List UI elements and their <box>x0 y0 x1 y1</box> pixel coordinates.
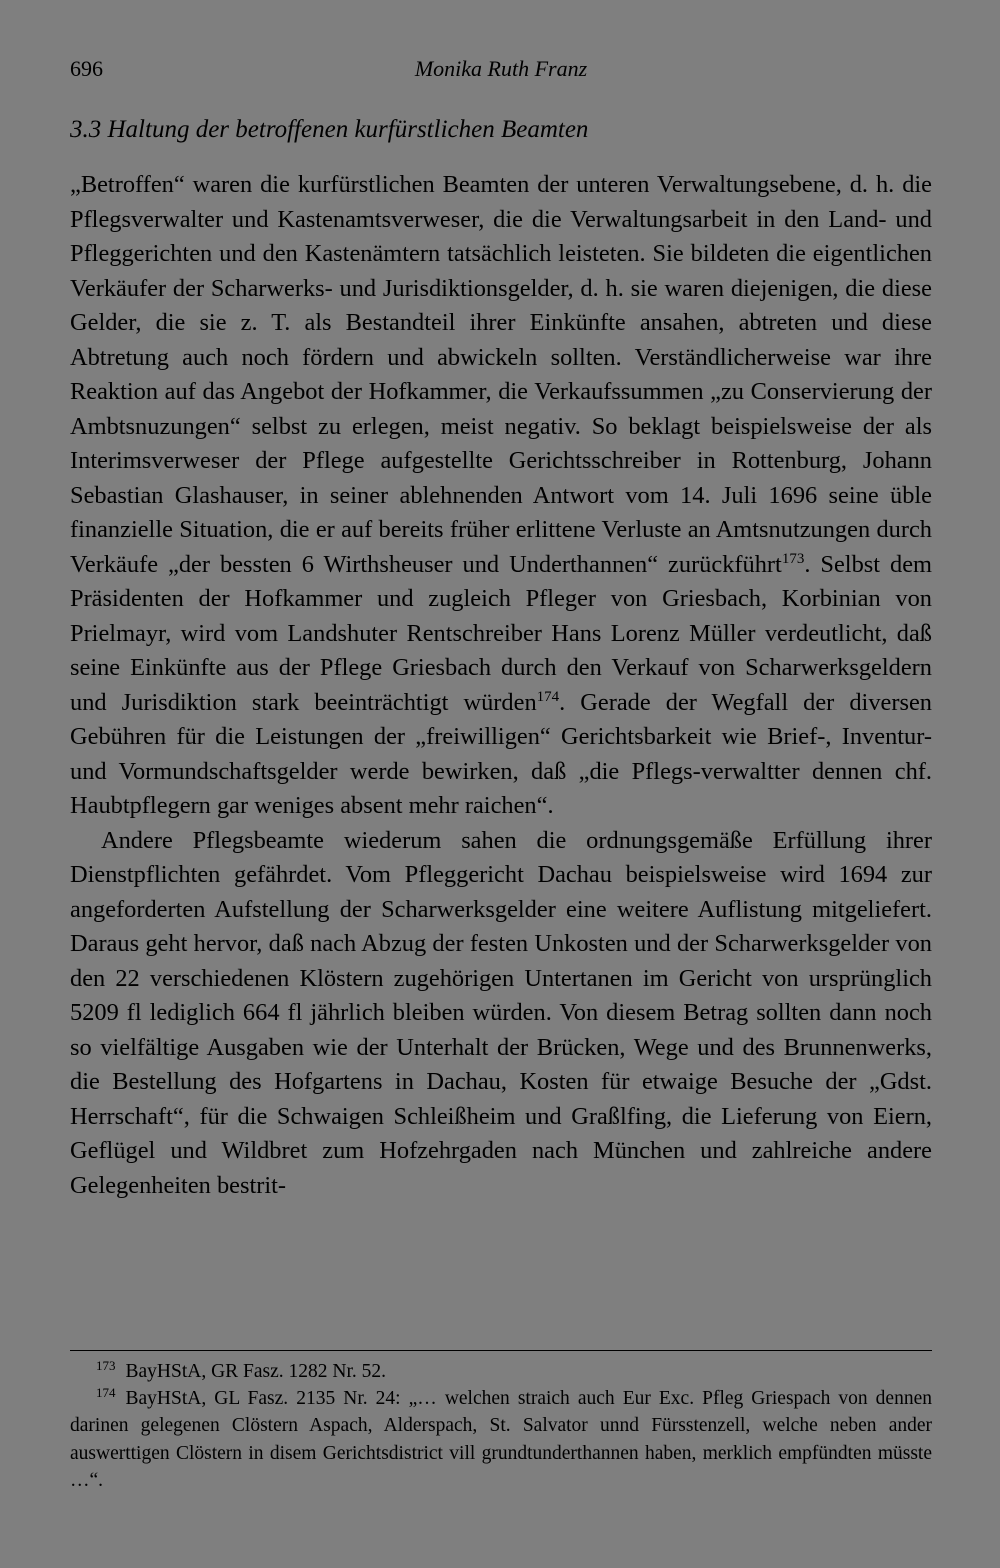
running-title: Monika Ruth Franz <box>414 56 588 81</box>
footnote-number: 173 <box>96 1358 116 1373</box>
paragraph-1-part-c: . Gerade der Wegfall der diversen Gebühren für die Leistungen der „freiwilligen“ Gerichtsbarkeit wie Brief-, Inventur- und Vormundschaftsgelder werde bewirken, daß „die Pflegs-verwaltter dennen chf. Haubtpflegern gar weniges absent mehr raichen“. <box>70 688 932 819</box>
paragraph-1-part-b: . Selbst dem Präsidenten der Hofkammer und zugleich Pfleger von Griesbach, Korbinian von Prielmayr, wird vom Landshuter Rentschreiber Hans Lorenz Müller verdeutlicht, daß seine Einkünfte aus der Pflege Griesbach durch den Verkauf von Scharwerksgeldern und Jurisdiktion stark beeinträchtigt würden <box>70 550 933 716</box>
footnote-173 <box>70 1358 932 1385</box>
running-head <box>70 56 932 88</box>
paragraph-1-part-a: „Betroffen“ waren die kurfürstlichen Beamten der unteren Verwaltungsebene, d. h. die Pflegsverwalter und Kastenamtsverweser, die die Verwaltungsarbeit in den Land- und Pfleggerichten und den Kastenämtern tatsächlich leisteten. Sie bildeten die eigentlichen Verkäufer der Scharwerks- und Jurisdiktionsgelder, d. h. sie waren diejenigen, die diese Gelder, die sie z. T. als Bestandteil ihrer Einkünfte ansahen, abtreten und diese Abtretung auch noch fördern und abwickeln sollten. Verständlicherweise war ihre Reaktion auf das Angebot der Hofkammer, die Verkaufssummen „zu Conservierung der Ambtsnuzungen“ selbst zu erlegen, meist negativ. So beklagt beispielsweise der als Interimsverweser der Pflege aufgestellte Gerichtsschreiber in Rottenburg, Johann Sebastian Glashauser, in seiner ablehnenden Antwort vom 14. Juli 1696 seine üble finanzielle Situation, die er auf bereits früher erlittene Verluste an Amtsnutzungen durch Verkäufe „der bessten 6 Wirthsheuser und Underthannen“ zurückführt <box>70 171 932 578</box>
footnote-text: BayHStA, GR Fasz. 1282 Nr. 52. <box>125 1361 387 1382</box>
footnote-text: BayHStA, GL Fasz. 2135 Nr. 24: „… welchen straich auch Eur Exc. Pfleg Griespach von dennen darinen gelegenen Clöstern Aspach, Alderspach, St. Salvator unnd Fürsstenzell, welche neben ander auswerttigen Clöstern in disem Gerichtsdistrict vill grundtunderthannen haben, merklich empfündten müsste …“. <box>70 1388 932 1491</box>
paragraph-2: Andere Pflegsbeamte wiederum sahen die ordnungsgemäße Erfüllung ihrer Dienstpflichten gefährdet. Vom Pfleggericht Dachau beispielsweise wird 1694 zur angeforderten Aufstellung der Scharwerksgelder eine weitere Auflistung mitgeliefert. Daraus geht hervor, daß nach Abzug der festen Unkosten und der Scharwerksgelder von den 22 verschiedenen Klöstern zugehörigen Untertanen im Gericht von ursprünglich 5209 fl lediglich 664 fl jährlich bleiben würden. Von diesem Betrag sollten dann noch so vielfältige Ausgaben wie der Unterhalt der Brücken, Wege und des Brunnenwerks, die Bestellung des Hofgartens in Dachau, Kosten für etwaige Besuche der „Gdst. Herrschaft“, für die Schwaigen Schleißheim und Graßlfing, die Lieferung von Eiern, Geflügel und Wildbret zum Hofzehrgaden nach München und zahlreiche andere Gelegenheiten bestrit- <box>70 826 932 1199</box>
section-heading: 3.3 Haltung der betroffenen kurfürstlichen Beamten <box>70 116 589 143</box>
body-text <box>70 168 932 1203</box>
footnote-ref-173[interactable]: 173 <box>781 550 805 567</box>
page-number: 696 <box>70 56 103 81</box>
footnote-number: 174 <box>96 1385 116 1401</box>
footnote-divider <box>70 1350 932 1351</box>
footnote-ref-174[interactable]: 174 <box>536 688 560 705</box>
footnotes <box>70 1358 932 1494</box>
paragraph-1 <box>70 168 932 824</box>
footnote-174 <box>70 1385 932 1494</box>
